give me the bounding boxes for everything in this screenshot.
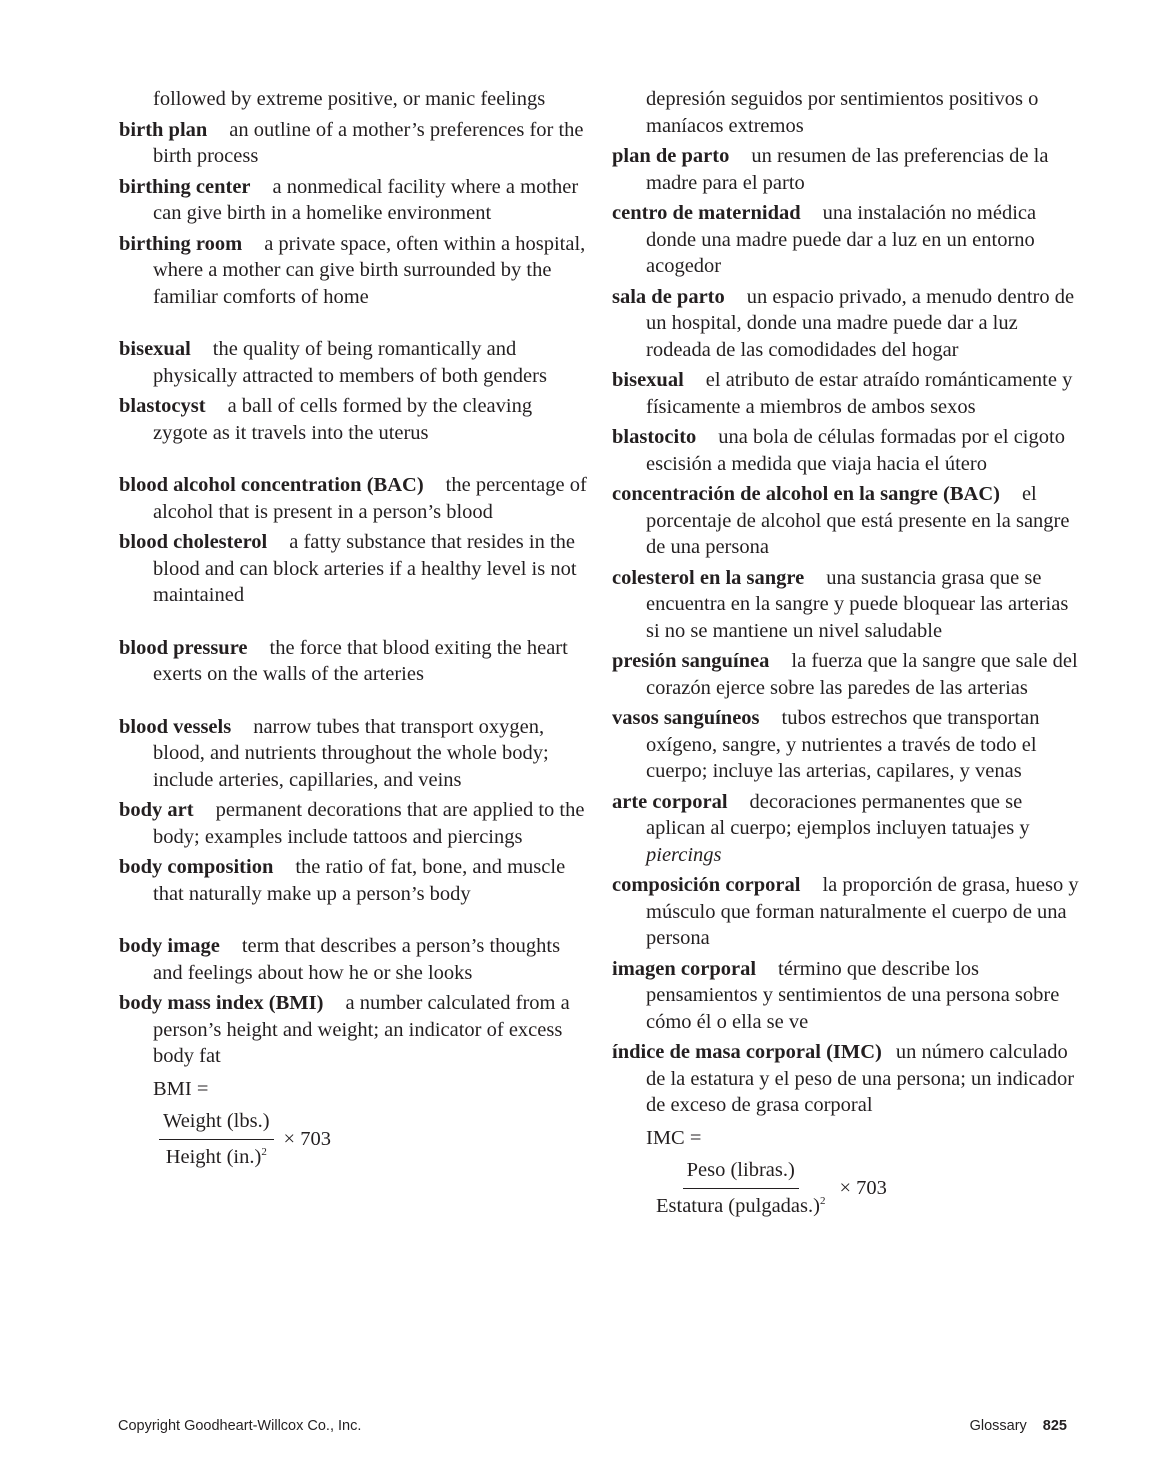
entry-definition: a ball of cells formed by the cleaving zygote as it travels into the uterus [153, 395, 533, 444]
formula-numerator: Weight (lbs.) [159, 1108, 274, 1140]
glossary-entry [119, 529, 589, 609]
entry-term: blastocito [612, 426, 697, 448]
glossary-entry [612, 367, 1082, 420]
formula-fraction [153, 1108, 280, 1170]
entry-definition: the percentage of alcohol that is present in a person’s blood [153, 474, 587, 523]
entry-term: centro de maternidad [612, 202, 801, 224]
entry-term: índice de masa corporal (IMC) [612, 1041, 882, 1063]
glossary-entry [612, 481, 1082, 561]
entry-term: bisexual [119, 338, 191, 360]
entry-definition: a number calculated from a person’s height and weight; an indicator of excess body fat [153, 992, 570, 1067]
glossary-entry [612, 705, 1082, 785]
glossary-entry [119, 393, 589, 446]
entry-definition: una bola de células formadas por el cigoto escisión a medida que viaja hacia el útero [646, 426, 1065, 475]
entry-term: blood pressure [119, 636, 248, 659]
formula-multiplier: × 703 [283, 1127, 331, 1150]
glossary-entry [612, 956, 1082, 1036]
entry-definition: tubos estrechos que transportan oxígeno, sangre, y nutrientes a través de todo el cuerpo; incluye las arterias, capilares, y venas [646, 707, 1040, 782]
entry-term: bisexual [612, 369, 684, 391]
entry-definition: una instalación no médica donde una madre puede dar a luz en un entorno acogedor [646, 202, 1037, 277]
entry-term: blood alcohol concentration (BAC) [119, 474, 424, 496]
entry-definition: término que describe los pensamientos y sentimientos de una persona sobre cómo él o ella se ve [646, 957, 1060, 1033]
glossary-entry [612, 565, 1082, 645]
glossary-entry [119, 933, 589, 986]
entry-term: sala de parto [612, 285, 725, 308]
entry-definition: the ratio of fat, bone, and muscle that naturally make up a person’s body [153, 856, 566, 905]
entry-term: birth plan [119, 118, 208, 141]
glossary-entry [612, 1039, 1082, 1119]
formula-multiplier: × 703 [839, 1176, 887, 1199]
spanish-column [612, 86, 1082, 1219]
entry-term: blastocyst [119, 395, 206, 417]
lead-continuation: depresión seguidos por sentimientos positivos o maníacos extremos [646, 88, 1039, 137]
formula-fraction-row [153, 1108, 589, 1170]
entry-definition: una sustancia grasa que se encuentra en la sangre y puede bloquear las arterias si no se mantiene un nivel saludable [646, 566, 1069, 642]
entry-definition: a fatty substance that resides in the blood and can block arteries if a healthy level is not maintained [153, 531, 577, 606]
entry-definition: el porcentaje de alcohol que está presente en la sangre de una persona [646, 483, 1070, 558]
glossary-entry [612, 424, 1082, 477]
entry-term: colesterol en la sangre [612, 566, 805, 589]
formula-label: IMC = [646, 1126, 702, 1149]
entry-definition: un resumen de las preferencias de la madre para el parto [646, 145, 1049, 194]
formula-fraction-row [646, 1157, 1082, 1219]
entry-term: imagen corporal [612, 957, 757, 980]
entry-definition: term that describes a person’s thoughts and feelings about how he or she looks [153, 935, 561, 984]
footer-section: Glossary [969, 1418, 1027, 1434]
glossary-entry [612, 200, 1082, 280]
entry-term: plan de parto [612, 145, 730, 167]
entry-term: birthing center [119, 175, 251, 198]
entry-definition: the force that blood exiting the heart exerts on the walls of the arteries [153, 636, 568, 685]
entry-definition: la proporción de grasa, hueso y músculo que forman naturalmente el cuerpo de una persona [646, 874, 1079, 949]
lead-continuation: followed by extreme positive, or manic feelings [153, 88, 546, 110]
formula-label: BMI = [153, 1077, 209, 1100]
glossary-entry [612, 789, 1082, 869]
entry-definition: a private space, often within a hospital, where a mother can give birth surrounded by the familiar comforts of home [153, 232, 586, 308]
glossary-entry [119, 117, 589, 170]
entry-term: body art [119, 799, 194, 821]
english-column [119, 86, 589, 1170]
entry-term: vasos sanguíneos [612, 707, 760, 729]
entry-definition: un espacio privado, a menudo dentro de un hospital, donde una madre puede dar a luz rodeada de las comodidades del hogar [646, 285, 1075, 361]
page-number: 825 [1042, 1418, 1067, 1434]
entry-term: composición corporal [612, 874, 801, 896]
entry-definition: an outline of a mother’s preferences for the birth process [153, 118, 584, 167]
glossary-entry [612, 284, 1082, 364]
glossary-entry [119, 174, 589, 227]
formula-denominator: Height $(in.)^2$ [165, 1145, 267, 1168]
entry-term: body mass index (BMI) [119, 992, 324, 1014]
glossary-entry [119, 797, 589, 850]
glossary-entry [119, 990, 589, 1070]
glossary-entry [119, 231, 589, 311]
entry-definition: permanent decorations that are applied to the body; examples include tattoos and piercings [153, 799, 585, 848]
formula-exponent: 2 [819, 1194, 826, 1207]
entry-definition: a nonmedical facility where a mother can give birth in a homelike environment [153, 175, 579, 224]
entry-definition: the quality of being romantically and physically attracted to members of both genders [153, 338, 547, 387]
entry-term: arte corporal [612, 790, 728, 813]
glossary-entry [612, 648, 1082, 701]
formula-fraction [646, 1157, 835, 1219]
entry-term: blood cholesterol [119, 531, 268, 553]
formula-numerator: Peso (libras.) [683, 1157, 799, 1189]
entry-definition: el atributo de estar atraído románticamente y físicamente a miembros de ambos sexos [646, 369, 1073, 418]
entry-definition: decoraciones permanentes que se aplican al cuerpo; ejemplos incluyen tatuajes y [646, 790, 1030, 839]
entry-term: body image [119, 935, 220, 957]
entry-term: blood vessels [119, 715, 232, 738]
formula-exponent: 2 [261, 1145, 267, 1158]
glossary-entry [119, 336, 589, 389]
entry-term: body composition [119, 856, 274, 878]
footer-copyright: Copyright Goodheart-Willcox Co., Inc. [118, 1418, 362, 1434]
entry-definition: un número calculado de la estatura y el peso de una persona; un indicador de exceso de grasa corporal [646, 1041, 1075, 1116]
glossary-entry [119, 635, 589, 688]
entry-term: birthing room [119, 232, 243, 255]
entry-definition: la fuerza que la sangre que sale del corazón ejerce sobre las paredes de las arterias [646, 650, 1078, 699]
footer-page-info [970, 1418, 1067, 1434]
glossary-entry [119, 854, 589, 907]
entry-term: presión sanguínea [612, 650, 770, 672]
glossary-entry [612, 143, 1082, 196]
entry-definition-italic: piercings [646, 843, 722, 866]
bmi-formula [119, 1076, 589, 1171]
entry-definition: narrow tubes that transport oxygen, blood, and nutrients throughout the whole body; include arteries, capillaries, and veins [153, 715, 549, 791]
formula-denominator: Estatura (pulgadas.)$^2$ [656, 1194, 826, 1217]
glossary-entry [612, 872, 1082, 952]
glossary-entry [119, 714, 589, 794]
imc-formula [612, 1125, 1082, 1220]
entry-term: concentración de alcohol en la sangre (BAC) [612, 483, 1000, 505]
glossary-entry [119, 472, 589, 525]
